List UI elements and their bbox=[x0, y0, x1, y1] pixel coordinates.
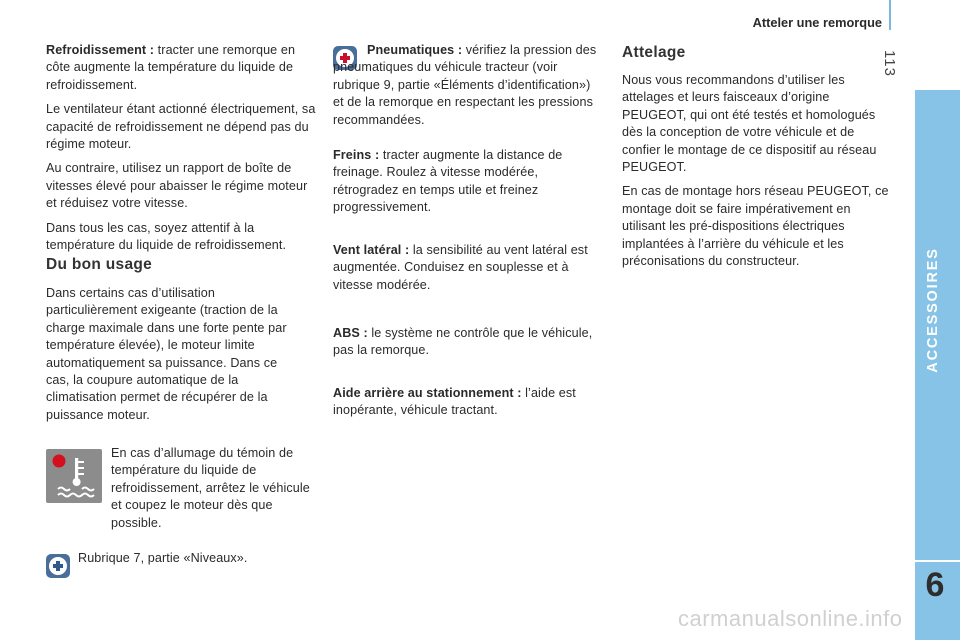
aide-text: l’aide est inopérante, véhicule tractant. bbox=[333, 386, 576, 418]
rapport-paragraph: Au contraire, utilisez un rapport de boîte de vitesses élevé pour abaisser le régime moteur et réduisez votre vitesse. bbox=[46, 161, 308, 211]
reference-block bbox=[78, 550, 308, 567]
abs-text: le système ne contrôle que le véhicule, pas la remorque. bbox=[333, 326, 593, 358]
pneumatiques-paragraph bbox=[333, 42, 597, 129]
refroidissement-text: tracter une remorque en côte augmente la température du liquide de refroidissement. bbox=[46, 43, 296, 92]
warning-paragraph: En cas d’allumage du témoin de température du liquide de refroidissement, arrêtez le véhicule et coupez le moteur dès que possible. bbox=[111, 446, 310, 530]
vent-label: Vent latéral : bbox=[333, 243, 410, 257]
heading-du-bon-usage: Du bon usage bbox=[46, 256, 153, 273]
column-right bbox=[622, 72, 894, 270]
coolant-temperature-icon bbox=[46, 449, 102, 503]
abs-label: ABS : bbox=[333, 326, 368, 340]
pneumatiques-text: vérifiez la pression des pneumatiques du véhicule tracteur (voir rubrique 9, partie «Éléments d’identification») et de la remorque en respectant les pressions recommandées. bbox=[333, 43, 597, 127]
vent-paragraph bbox=[333, 242, 597, 294]
header-divider bbox=[889, 0, 891, 30]
pneumatiques-label: Pneumatiques : bbox=[367, 43, 463, 57]
ventilateur-paragraph: Le ventilateur étant actionné électriquement, sa capacité de refroidissement ne dépend pas du régime moteur. bbox=[46, 102, 316, 152]
vent-text: la sensibilité au vent latéral est augmentée. Conduisez en souplesse et à vitesse modérée. bbox=[333, 243, 588, 292]
chapter-tab-label: ACCESSOIRES bbox=[925, 247, 941, 373]
heading-attelage: Attelage bbox=[622, 44, 686, 61]
plus-circle-icon bbox=[46, 554, 70, 578]
abs-paragraph bbox=[333, 325, 597, 360]
column-middle bbox=[333, 42, 597, 217]
running-header: Atteler une remorque bbox=[752, 15, 882, 30]
aide-label: Aide arrière au stationnement : bbox=[333, 386, 522, 400]
aide-block bbox=[333, 385, 597, 420]
freins-text: tracter augmente la distance de freinage. Roulez à vitesse modérée, rétrogradez en temps utile et freinez progressivement. bbox=[333, 148, 563, 215]
vent-block bbox=[333, 242, 597, 294]
aide-paragraph bbox=[333, 385, 597, 420]
refroidissement-label: Refroidissement : bbox=[46, 43, 155, 57]
column-left bbox=[46, 42, 316, 254]
watermark: carmanualsonline.info bbox=[678, 606, 903, 631]
warning-block bbox=[111, 445, 316, 532]
attentif-paragraph: Dans tous les cas, soyez attentif à la température du liquide de refroidissement. bbox=[46, 220, 287, 253]
bon-usage-block bbox=[46, 285, 300, 424]
attelage-paragraph-1: Nous vous recommandons d’utiliser les attelages et leurs faisceaux d’origine PEUGEOT, qui ont été testés et homologués dès la conception de votre véhicule et de confier le montage de ce dispositif au réseau PEUGEOT. bbox=[622, 73, 877, 175]
attelage-paragraph-2: En cas de montage hors réseau PEUGEOT, ce montage doit se faire impérativement en utilisant les pré-dispositions électriques implantées à l’arrière du véhicule et les préconisations du constructeur. bbox=[622, 184, 889, 269]
chapter-number: 6 bbox=[925, 566, 945, 604]
refroidissement-paragraph bbox=[46, 42, 316, 94]
freins-label: Freins : bbox=[333, 148, 380, 163]
bon-usage-paragraph: Dans certains cas d’utilisation particulièrement exigeante (traction de la charge maximale dans une forte pente par température élevée), le moteur limite automatiquement sa puissance. Dans ce cas, la coupure automatique de la climatisation permet de récupérer de la puissance moteur. bbox=[46, 286, 287, 422]
reference-text: Rubrique 7, partie «Niveaux». bbox=[78, 551, 248, 565]
abs-block bbox=[333, 325, 597, 360]
page-number: 113 bbox=[881, 50, 898, 77]
freins-paragraph bbox=[333, 147, 597, 217]
